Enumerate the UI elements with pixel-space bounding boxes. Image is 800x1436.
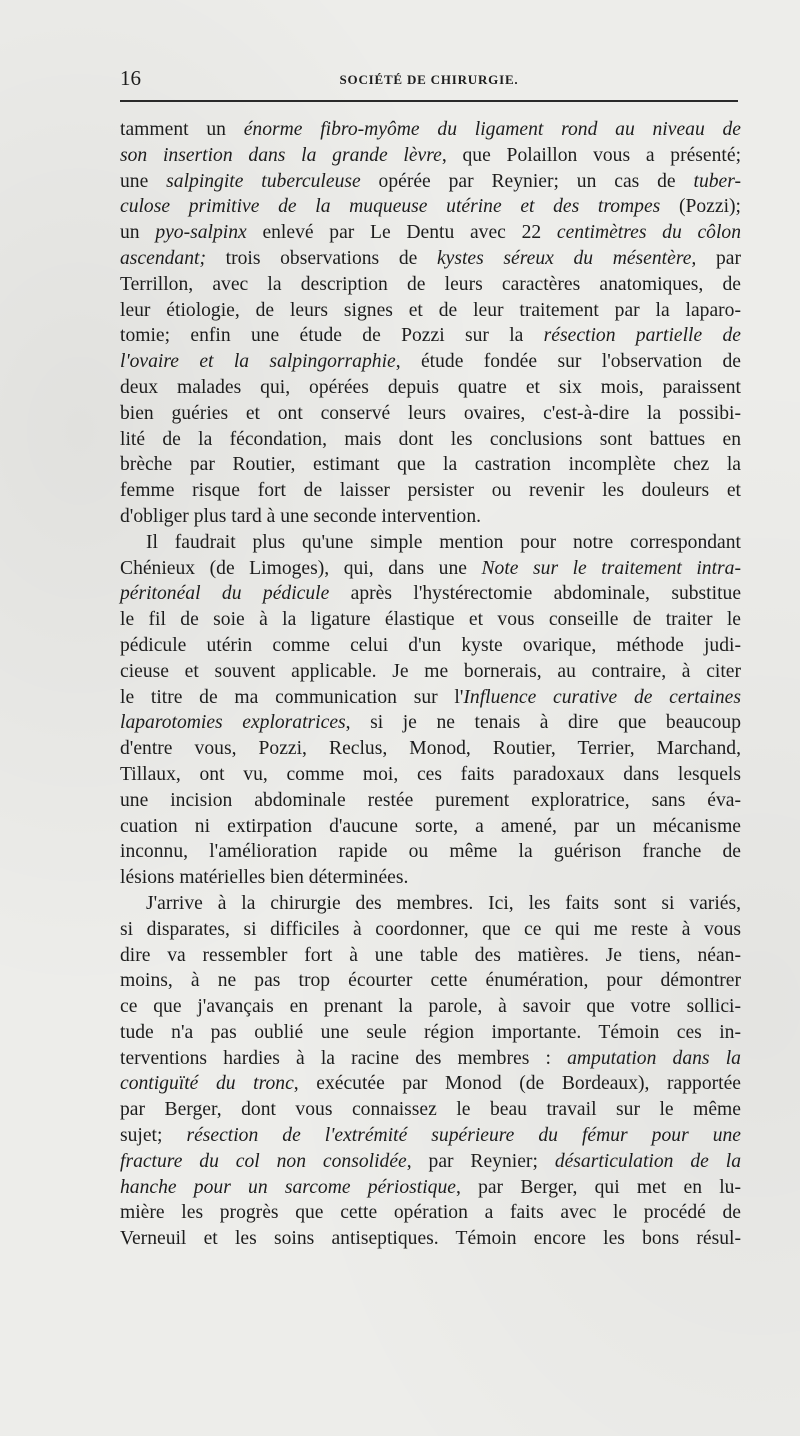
text-line [120, 323, 741, 349]
text-run: , si je ne tenais à dire que beaucoup [345, 712, 742, 734]
italic-text: péritonéal du pédicule [120, 583, 330, 605]
text-run: cuation ni extirpation d'aucune sorte, a amené, par un mécanisme [120, 815, 741, 837]
text-run: le fil de soie à la ligature élastique et vous conseille de traiter le [120, 609, 741, 631]
text-line [120, 1175, 741, 1201]
italic-text: hanche pour un sarcome périostique [120, 1176, 456, 1198]
text-line [120, 1071, 741, 1097]
text-run: Terrillon, avec la description de leurs caractères anatomiques, de [120, 273, 741, 295]
text-run: lésions matérielles bien déterminées. [120, 867, 409, 889]
text-run: inconnu, l'amélioration rapide ou même la guérison franche de [120, 841, 741, 863]
text-line [120, 298, 741, 324]
text-run: tamment un [120, 119, 244, 140]
text-run: bien guéries et ont conservé leurs ovaires, c'est-à-dire la possibi- [120, 402, 741, 424]
italic-text: contiguïté du tronc [120, 1073, 294, 1095]
text-run: Verneuil et les soins antiseptiques. Témoin encore les bons résul- [120, 1228, 741, 1250]
text-run: par Berger, dont vous connaissez le beau travail sur le même [120, 1099, 741, 1121]
text-run: mière les progrès que cette opération a faits avec le procédé de [120, 1202, 741, 1224]
text-line [120, 607, 741, 633]
text-line [120, 401, 741, 427]
italic-text: désarticulation de la [554, 1150, 741, 1172]
text-line [120, 1226, 741, 1252]
text-line [120, 220, 741, 246]
body-text [120, 117, 741, 1252]
text-line [120, 1149, 741, 1175]
text-line [120, 194, 741, 220]
text-run: , par Reynier; [406, 1150, 555, 1172]
text-run: une [120, 170, 167, 192]
italic-text: l'ovaire et la salpingorraphie [120, 351, 396, 373]
text-run: leur étiologie, de leurs signes et de leur traitement par la laparo- [120, 299, 741, 321]
text-run: , par Berger, qui met en lu- [455, 1176, 741, 1198]
page-number: 16 [120, 66, 141, 90]
text-run: un [120, 222, 156, 244]
text-line [120, 169, 741, 195]
italic-text: tuber- [693, 170, 741, 192]
text-run: trois observations de [205, 247, 437, 269]
text-run: si disparates, si difficiles à coordonner, que ce qui me reste à vous [120, 918, 741, 940]
text-line [120, 1097, 741, 1123]
text-run: deux malades qui, opérées depuis quatre et six mois, paraissent [120, 376, 741, 398]
text-run: opérée par Reynier; un cas de [360, 170, 694, 192]
text-line [120, 272, 741, 298]
text-run: femme risque fort de laisser persister ou revenir les douleurs et [120, 480, 741, 502]
italic-text: résection de l'extrémité supérieure du fémur pour une [186, 1125, 741, 1147]
text-run: , étude fondée sur l'observation de [395, 351, 741, 373]
italic-text: fracture du col non consolidée [120, 1150, 407, 1172]
text-run: , que Polaillon vous a présenté; [441, 144, 742, 166]
italic-text: centimètres du côlon [556, 222, 742, 244]
text-line [120, 349, 741, 375]
text-run: d'obliger plus tard à une seconde intervention. [120, 505, 482, 527]
text-line [120, 891, 741, 917]
text-run: dire va ressembler fort à une table des matières. Je tiens, néan- [120, 944, 741, 966]
italic-text: ascendant; [120, 247, 206, 269]
text-line [120, 556, 741, 582]
text-run: cieuse et souvent applicable. Je me bornerais, au contraire, à citer [120, 660, 741, 682]
text-run: tomie; enfin une étude de Pozzi sur la [120, 325, 544, 347]
text-line [120, 478, 741, 504]
text-run: tude n'a pas oublié une seule région importante. Témoin ces in- [120, 1021, 741, 1043]
text-run: Tillaux, ont vu, comme moi, ces faits paradoxaux dans lesquels [120, 763, 741, 785]
text-run: enlevé par Le Dentu avec 22 [246, 222, 557, 244]
text-line [120, 839, 741, 865]
text-line [120, 917, 741, 943]
italic-text: son insertion dans la grande lèvre [120, 144, 442, 166]
header-rule [120, 100, 738, 102]
text-run: (Pozzi); [660, 196, 741, 218]
text-line [120, 1123, 741, 1149]
text-run: , exécutée par Monod (de Bordeaux), rapportée [293, 1073, 741, 1095]
text-run: moins, à ne pas trop écourter cette énumération, pour démontrer [120, 970, 741, 992]
text-run: une incision abdominale restée purement exploratrice, sans éva- [120, 789, 741, 811]
text-line [120, 1200, 741, 1226]
italic-text: culose primitive de la muqueuse utérine et des trompes [120, 196, 661, 218]
text-line [120, 736, 741, 762]
text-line [120, 427, 741, 453]
text-line [120, 452, 741, 478]
text-run: ce que j'avançais en prenant la parole, à savoir que votre sollici- [120, 996, 741, 1018]
text-line [120, 994, 741, 1020]
text-line [120, 530, 741, 556]
text-line [120, 117, 741, 143]
text-run: lité de la fécondation, mais dont les conclusions sont battues en [120, 428, 741, 450]
italic-text: énorme fibro-myôme du ligament rond au niveau de [243, 119, 742, 140]
text-line [120, 504, 741, 530]
text-run: après l'hystérectomie abdominale, substitue [329, 583, 742, 605]
italic-text: pyo-salpinx [155, 222, 247, 244]
page-header [120, 66, 738, 96]
text-line [120, 968, 741, 994]
text-line [120, 710, 741, 736]
text-run: brèche par Routier, estimant que la castration incomplète chez la [120, 454, 741, 476]
text-run: J'arrive à la chirurgie des membres. Ici, les faits sont si variés, [146, 892, 741, 914]
text-line [120, 659, 741, 685]
text-line [120, 375, 741, 401]
text-line [120, 788, 741, 814]
italic-text: amputation dans la [567, 1047, 741, 1069]
text-line [120, 633, 741, 659]
italic-text: Influence curative de certaines [463, 686, 741, 708]
running-head: SOCIÉTÉ DE CHIRURGIE. [339, 72, 519, 87]
text-run: par [696, 247, 741, 269]
italic-text: Note sur le traitement intra- [481, 557, 741, 579]
text-run: sujet; [120, 1125, 187, 1147]
text-run: Chénieux (de Limoges), qui, dans une [120, 557, 482, 579]
text-line [120, 814, 741, 840]
text-run: Il faudrait plus qu'une simple mention pour notre correspondant [146, 531, 741, 553]
text-line [120, 1046, 741, 1072]
italic-text: laparotomies exploratrices [120, 712, 346, 734]
text-line [120, 1020, 741, 1046]
text-run: terventions hardies à la racine des membres : [120, 1047, 568, 1069]
italic-text: salpingite tuberculeuse [166, 170, 361, 192]
text-line [120, 865, 741, 891]
text-run: le titre de ma communication sur l' [120, 686, 464, 708]
text-line [120, 762, 741, 788]
text-line [120, 143, 741, 169]
text-line [120, 943, 741, 969]
text-run: d'entre vous, Pozzi, Reclus, Monod, Routier, Terrier, Marchand, [120, 738, 741, 760]
italic-text: résection partielle de [543, 325, 741, 347]
text-line [120, 246, 741, 272]
italic-text: kystes séreux du mésentère, [436, 247, 697, 269]
text-line [120, 685, 741, 711]
text-line [120, 581, 741, 607]
text-run: pédicule utérin comme celui d'un kyste ovarique, méthode judi- [120, 634, 741, 656]
